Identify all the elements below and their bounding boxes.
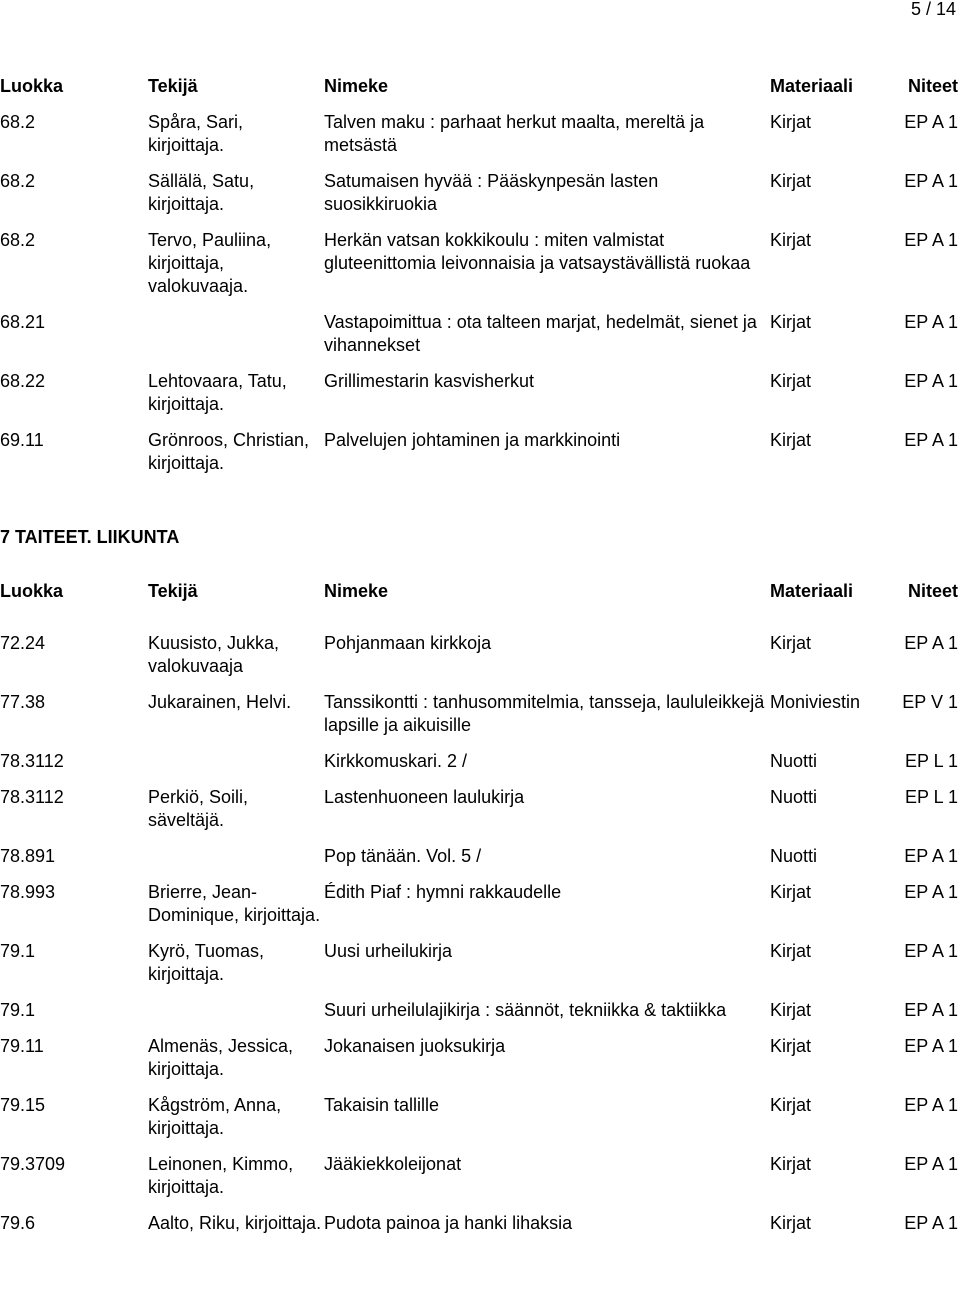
cell-nimeke: Jokanaisen juoksukirja <box>324 1036 506 1056</box>
cell-nimeke: Jääkiekkoleijonat <box>324 1154 462 1174</box>
cell-nimeke: Pudota painoa ja hanki lihaksia <box>324 1213 573 1233</box>
cell-tekija: Kågström, Anna, kirjoittaja. <box>148 1095 282 1138</box>
cell-tekija: Spåra, Sari, kirjoittaja. <box>148 112 244 155</box>
cell-niteet: EP A 1 <box>904 312 958 332</box>
cell-niteet: EP V 1 <box>902 692 958 712</box>
cell-luokka: 68.21 <box>0 312 46 332</box>
table-row <box>0 1153 960 1212</box>
table-row <box>0 691 960 750</box>
cell-tekija: Lehtovaara, Tatu, kirjoittaja. <box>148 371 287 414</box>
cell-luokka: 79.15 <box>0 1095 46 1115</box>
table-row <box>0 311 960 370</box>
cell-luokka: 79.3709 <box>0 1154 66 1174</box>
table-row <box>0 999 960 1035</box>
cell-nimeke: Palvelujen johtaminen ja markkinointi <box>324 430 621 450</box>
column-header-nimeke: Nimeke <box>324 76 389 96</box>
cell-tekija: Sällälä, Satu, kirjoittaja. <box>148 171 255 214</box>
cell-luokka: 78.3112 <box>0 787 64 807</box>
column-header-nimeke: Nimeke <box>324 581 389 601</box>
table-row <box>0 429 960 488</box>
cell-nimeke: Suuri urheilulajikirja : säännöt, tekniikka & taktiikka <box>324 1000 727 1020</box>
cell-niteet: EP A 1 <box>904 171 958 191</box>
cell-nimeke: Pohjanmaan kirkkoja <box>324 633 492 653</box>
catalog-table-2 <box>0 580 960 1248</box>
cell-materiaali: Kirjat <box>770 1095 812 1115</box>
cell-luokka: 78.891 <box>0 846 56 866</box>
cell-materiaali: Nuotti <box>770 846 818 866</box>
cell-niteet: EP A 1 <box>904 633 958 653</box>
cell-luokka: 69.11 <box>0 430 44 450</box>
cell-tekija: Almenäs, Jessica, kirjoittaja. <box>148 1036 294 1079</box>
cell-niteet: EP A 1 <box>904 230 958 250</box>
cell-niteet: EP A 1 <box>904 1095 958 1115</box>
cell-materiaali: Kirjat <box>770 430 812 450</box>
column-header-materiaali: Materiaali <box>770 76 854 96</box>
column-header-niteet: Niteet <box>907 76 958 96</box>
cell-tekija: Jukarainen, Helvi. <box>148 692 292 712</box>
cell-luokka: 78.993 <box>0 882 56 902</box>
cell-niteet: EP A 1 <box>904 371 958 391</box>
column-header-luokka: Luokka <box>0 76 64 96</box>
cell-luokka: 79.1 <box>0 941 36 961</box>
cell-materiaali: Kirjat <box>770 1000 812 1020</box>
column-header-luokka: Luokka <box>0 581 64 601</box>
column-header-tekija: Tekijä <box>148 76 198 96</box>
table-row <box>0 881 960 940</box>
cell-luokka: 78.3112 <box>0 751 64 771</box>
table-row <box>0 632 960 691</box>
cell-tekija: Brierre, Jean-Dominique, kirjoittaja. <box>148 882 321 925</box>
cell-luokka: 68.2 <box>0 230 36 250</box>
cell-materiaali: Moniviestin <box>770 692 861 712</box>
cell-materiaali: Kirjat <box>770 312 812 332</box>
cell-niteet: EP A 1 <box>904 882 958 902</box>
cell-niteet: EP A 1 <box>904 846 958 866</box>
cell-tekija: Leinonen, Kimmo, kirjoittaja. <box>148 1154 294 1197</box>
cell-nimeke: Tanssikontti : tanhusommitelmia, tansseja, laululeikkejä lapsille ja aikuisille <box>324 692 765 735</box>
cell-tekija: Kuusisto, Jukka, valokuvaaja <box>148 633 280 676</box>
table-header-row <box>0 580 960 632</box>
cell-tekija <box>148 999 324 1035</box>
table-row <box>0 1035 960 1094</box>
cell-niteet: EP A 1 <box>904 112 958 132</box>
cell-luokka: 79.1 <box>0 1000 36 1020</box>
cell-materiaali: Kirjat <box>770 1036 812 1056</box>
cell-nimeke: Talven maku : parhaat herkut maalta, mereltä ja metsästä <box>324 112 705 155</box>
cell-tekija <box>148 750 324 786</box>
table-row <box>0 170 960 229</box>
cell-materiaali: Nuotti <box>770 787 818 807</box>
table-row <box>0 111 960 170</box>
cell-luokka: 79.11 <box>0 1036 44 1056</box>
cell-nimeke: Takaisin tallille <box>324 1095 440 1115</box>
table-row <box>0 786 960 845</box>
cell-niteet: EP L 1 <box>904 751 958 771</box>
cell-nimeke: Uusi urheilukirja <box>324 941 453 961</box>
cell-materiaali: Kirjat <box>770 371 812 391</box>
catalog-section-1 <box>0 75 960 488</box>
cell-materiaali: Kirjat <box>770 1154 812 1174</box>
cell-nimeke: Lastenhuoneen laulukirja <box>324 787 525 807</box>
catalog-table-1 <box>0 75 960 488</box>
table-row <box>0 845 960 881</box>
cell-nimeke: Édith Piaf : hymni rakkaudelle <box>324 882 562 902</box>
cell-niteet: EP A 1 <box>904 430 958 450</box>
column-header-materiaali: Materiaali <box>770 581 854 601</box>
table-row <box>0 750 960 786</box>
table-row <box>0 1094 960 1153</box>
cell-tekija: Grönroos, Christian, kirjoittaja. <box>148 430 310 473</box>
cell-materiaali: Kirjat <box>770 230 812 250</box>
cell-niteet: EP A 1 <box>904 1036 958 1056</box>
cell-luokka: 68.2 <box>0 171 36 191</box>
cell-nimeke: Grillimestarin kasvisherkut <box>324 371 535 391</box>
table-header-row <box>0 75 960 111</box>
cell-materiaali: Nuotti <box>770 751 818 771</box>
cell-niteet: EP L 1 <box>904 787 958 807</box>
cell-luokka: 68.22 <box>0 371 46 391</box>
table-row <box>0 370 960 429</box>
cell-tekija <box>148 311 324 370</box>
column-header-niteet: Niteet <box>907 581 958 601</box>
cell-materiaali: Kirjat <box>770 171 812 191</box>
cell-luokka: 72.24 <box>0 633 46 653</box>
cell-niteet: EP A 1 <box>904 941 958 961</box>
cell-niteet: EP A 1 <box>904 1000 958 1020</box>
cell-materiaali: Kirjat <box>770 941 812 961</box>
cell-tekija: Kyrö, Tuomas, kirjoittaja. <box>148 941 265 984</box>
cell-niteet: EP A 1 <box>904 1213 958 1233</box>
cell-tekija: Perkiö, Soili, säveltäjä. <box>148 787 249 830</box>
cell-materiaali: Kirjat <box>770 633 812 653</box>
catalog-section-2 <box>0 580 960 1248</box>
cell-luokka: 68.2 <box>0 112 36 132</box>
table-row <box>0 1212 960 1248</box>
cell-tekija: Aalto, Riku, kirjoittaja. <box>148 1213 322 1233</box>
page-number: 5 / 14 <box>910 0 956 19</box>
cell-nimeke: Kirkkomuskari. 2 / <box>324 751 468 771</box>
cell-materiaali: Kirjat <box>770 112 812 132</box>
cell-nimeke: Pop tänään. Vol. 5 / <box>324 846 482 866</box>
cell-materiaali: Kirjat <box>770 882 812 902</box>
cell-tekija <box>148 845 324 881</box>
section-heading: 7 TAITEET. LIIKUNTA <box>0 527 180 547</box>
cell-niteet: EP A 1 <box>904 1154 958 1174</box>
cell-nimeke: Vastapoimittua : ota talteen marjat, hedelmät, sienet ja vihannekset <box>324 312 757 355</box>
table-row <box>0 229 960 311</box>
cell-tekija: Tervo, Pauliina, kirjoittaja, valokuvaaja. <box>148 230 272 296</box>
cell-luokka: 79.6 <box>0 1213 36 1233</box>
cell-luokka: 77.38 <box>0 692 46 712</box>
column-header-tekija: Tekijä <box>148 581 198 601</box>
cell-nimeke: Satumaisen hyvää : Pääskynpesän lasten suosikkiruokia <box>324 171 659 214</box>
table-row <box>0 940 960 999</box>
cell-nimeke: Herkän vatsan kokkikoulu : miten valmistat gluteenittomia leivonnaisia ja vatsaystävällistä ruokaa <box>324 230 751 273</box>
cell-materiaali: Kirjat <box>770 1213 812 1233</box>
